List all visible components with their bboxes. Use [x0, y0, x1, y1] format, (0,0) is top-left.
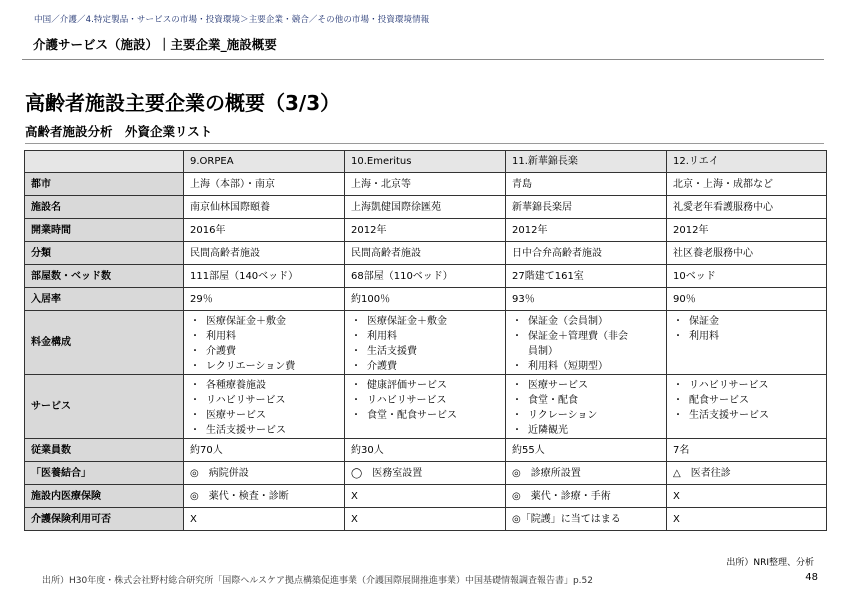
table-cell: 2012年: [345, 219, 506, 242]
list-item: ・ 介護費: [190, 344, 338, 359]
table-cell: 約30人: [345, 439, 506, 462]
list-item: ・ 各種療養施設: [190, 378, 338, 393]
row-label: 開業時間: [25, 219, 184, 242]
table-cell: 約55人: [506, 439, 667, 462]
analysis-source-note: 出所）NRI整理、分析: [726, 558, 814, 568]
list-item: ・ 生活支援費: [351, 344, 499, 359]
list-item: ・ 医療サービス: [512, 378, 660, 393]
table-row-facility: [25, 196, 827, 219]
table-cell: 2016年: [184, 219, 345, 242]
list-item: ・ 保証金（会員制）: [512, 314, 660, 329]
bullet-list: [512, 378, 660, 438]
list-item-continuation: 員制）: [528, 346, 558, 357]
table-cell: 南京仙林国際頤養: [184, 196, 345, 219]
row-label: 介護保険利用可否: [25, 508, 184, 531]
list-item: ・ 医療保証金＋敷金: [190, 314, 338, 329]
page-number: 48: [805, 572, 818, 583]
table-cell: X: [667, 508, 827, 531]
table-cell: 上海（本部）・南京: [184, 173, 345, 196]
table-cell: 29％: [184, 288, 345, 311]
table-cell: 青島: [506, 173, 667, 196]
company-table: [24, 150, 827, 531]
list-item: ・ レクリエーション費: [190, 359, 338, 374]
table-cell: ◎ 病院併設: [184, 462, 345, 485]
table-cell: X: [345, 508, 506, 531]
list-item: ・ 食堂・配食サービス: [351, 408, 499, 423]
table-cell: [345, 375, 506, 439]
list-item: ・ 配食サービス: [673, 393, 820, 408]
list-item: ・ 医療保証金＋敷金: [351, 314, 499, 329]
list-item: ・ リハビリサービス: [190, 393, 338, 408]
table-row-insurance: [25, 485, 827, 508]
row-label: 部屋数・ベッド数: [25, 265, 184, 288]
table-cell: X: [667, 485, 827, 508]
table-cell: 10ベッド: [667, 265, 827, 288]
table-cell: ◯ 医務室設置: [345, 462, 506, 485]
list-item: ・ 利用料: [351, 329, 499, 344]
subtitle-divider: [25, 143, 824, 144]
table-cell: 上海・北京等: [345, 173, 506, 196]
bullet-list: [351, 314, 499, 374]
table-cell: [506, 311, 667, 375]
list-item: ・ 保証金: [673, 314, 820, 329]
table-cell: [667, 375, 827, 439]
list-item: ・ 利用料: [673, 329, 820, 344]
table-cell: 日中合弁高齢者施設: [506, 242, 667, 265]
table-cell: 社区養老服務中心: [667, 242, 827, 265]
list-item: ・ 利用料（短期型）: [512, 359, 660, 374]
list-item: ・ リクレーション: [512, 408, 660, 423]
row-label: 都市: [25, 173, 184, 196]
table-cell: X: [184, 508, 345, 531]
breadcrumb: 中国／介護／4.特定製品・サービスの市場・投資環境＞主要企業・競合／その他の市場・投資環境情報: [34, 15, 430, 25]
list-item: ・ 生活支援サービス: [673, 408, 820, 423]
table-cell: ◎「院護」に当てはまる: [506, 508, 667, 531]
table-cell: [506, 375, 667, 439]
table-row-medcare: [25, 462, 827, 485]
table-cell: 2012年: [667, 219, 827, 242]
table-cell: 7名: [667, 439, 827, 462]
table-cell: 約70人: [184, 439, 345, 462]
bullet-list: [351, 378, 499, 423]
table-cell: 90％: [667, 288, 827, 311]
row-label: 分類: [25, 242, 184, 265]
header-cell-empty: [25, 151, 184, 173]
table-row-ltci: [25, 508, 827, 531]
table-cell: X: [345, 485, 506, 508]
list-item: ・ 利用料: [190, 329, 338, 344]
list-item: ・ 近隣観光: [512, 423, 660, 438]
table-cell: ◎ 薬代・診療・手術: [506, 485, 667, 508]
row-label: 施設内医療保険: [25, 485, 184, 508]
header-cell-company: 11.新華錦長楽: [506, 151, 667, 173]
table-cell: △ 医者往診: [667, 462, 827, 485]
table-cell: 2012年: [506, 219, 667, 242]
list-item: ・ リハビリサービス: [351, 393, 499, 408]
bullet-list: [673, 378, 820, 423]
bullet-list: [190, 314, 338, 374]
list-item: ・ 介護費: [351, 359, 499, 374]
table-cell: [667, 311, 827, 375]
table-row-services: [25, 375, 827, 439]
table-row-rooms: [25, 265, 827, 288]
header-cell-company: 10.Emeritus: [345, 151, 506, 173]
header-cell-company: 12.リエイ: [667, 151, 827, 173]
table-cell: [184, 311, 345, 375]
row-label: 従業員数: [25, 439, 184, 462]
row-label: 料金構成: [25, 311, 184, 375]
row-label: 「医養結合」: [25, 462, 184, 485]
list-item: ・ 健康評価サービス: [351, 378, 499, 393]
table-cell: 111部屋（140ベッド）: [184, 265, 345, 288]
row-label: 施設名: [25, 196, 184, 219]
list-item: ・ 医療サービス: [190, 408, 338, 423]
table-header-row: [25, 151, 827, 173]
page-title: 高齢者施設主要企業の概要（3/3）: [25, 91, 341, 115]
table-cell: 新華錦長楽居: [506, 196, 667, 219]
table-row-fees: [25, 311, 827, 375]
list-item: ・ リハビリサービス: [673, 378, 820, 393]
list-item: ・ 食堂・配食: [512, 393, 660, 408]
table-row-staff: [25, 439, 827, 462]
table-cell: 民間高齢者施設: [345, 242, 506, 265]
bullet-list: [673, 314, 820, 344]
header-cell-company: 9.ORPEA: [184, 151, 345, 173]
table-row-category: [25, 242, 827, 265]
table-cell: [184, 375, 345, 439]
row-label: サービス: [25, 375, 184, 439]
source-citation: 出所）H30年度・株式会社野村総合研究所「国際ヘルスケア拠点構築促進事業（介護国際展開推進事業）中国基礎情報調査報告書」p.52: [42, 576, 593, 586]
list-item: ・ 生活支援サービス: [190, 423, 338, 438]
table-cell: 27階建て161室: [506, 265, 667, 288]
table-cell: 上海凱健国際徐匯苑: [345, 196, 506, 219]
title-divider: [22, 59, 824, 60]
table-row-opened: [25, 219, 827, 242]
table-cell: 約100％: [345, 288, 506, 311]
table-row-occupancy: [25, 288, 827, 311]
table-cell: 礼愛老年看護服務中心: [667, 196, 827, 219]
subtitle: 高齢者施設分析 外資企業リスト: [25, 124, 213, 139]
bullet-list: [512, 314, 660, 374]
table-cell: 93％: [506, 288, 667, 311]
list-item: ・ 保証金＋管理費（非会: [512, 329, 660, 344]
table-cell: ◎ 薬代・検査・診断: [184, 485, 345, 508]
table-cell: [345, 311, 506, 375]
table-cell: 民間高齢者施設: [184, 242, 345, 265]
table-cell: 北京・上海・成都など: [667, 173, 827, 196]
row-label: 入居率: [25, 288, 184, 311]
table-row-city: [25, 173, 827, 196]
section-title: 介護サービス（施設）｜主要企業_施設概要: [33, 37, 277, 52]
table-cell: 68部屋（110ベッド）: [345, 265, 506, 288]
table-cell: ◎ 診療所設置: [506, 462, 667, 485]
bullet-list: [190, 378, 338, 438]
